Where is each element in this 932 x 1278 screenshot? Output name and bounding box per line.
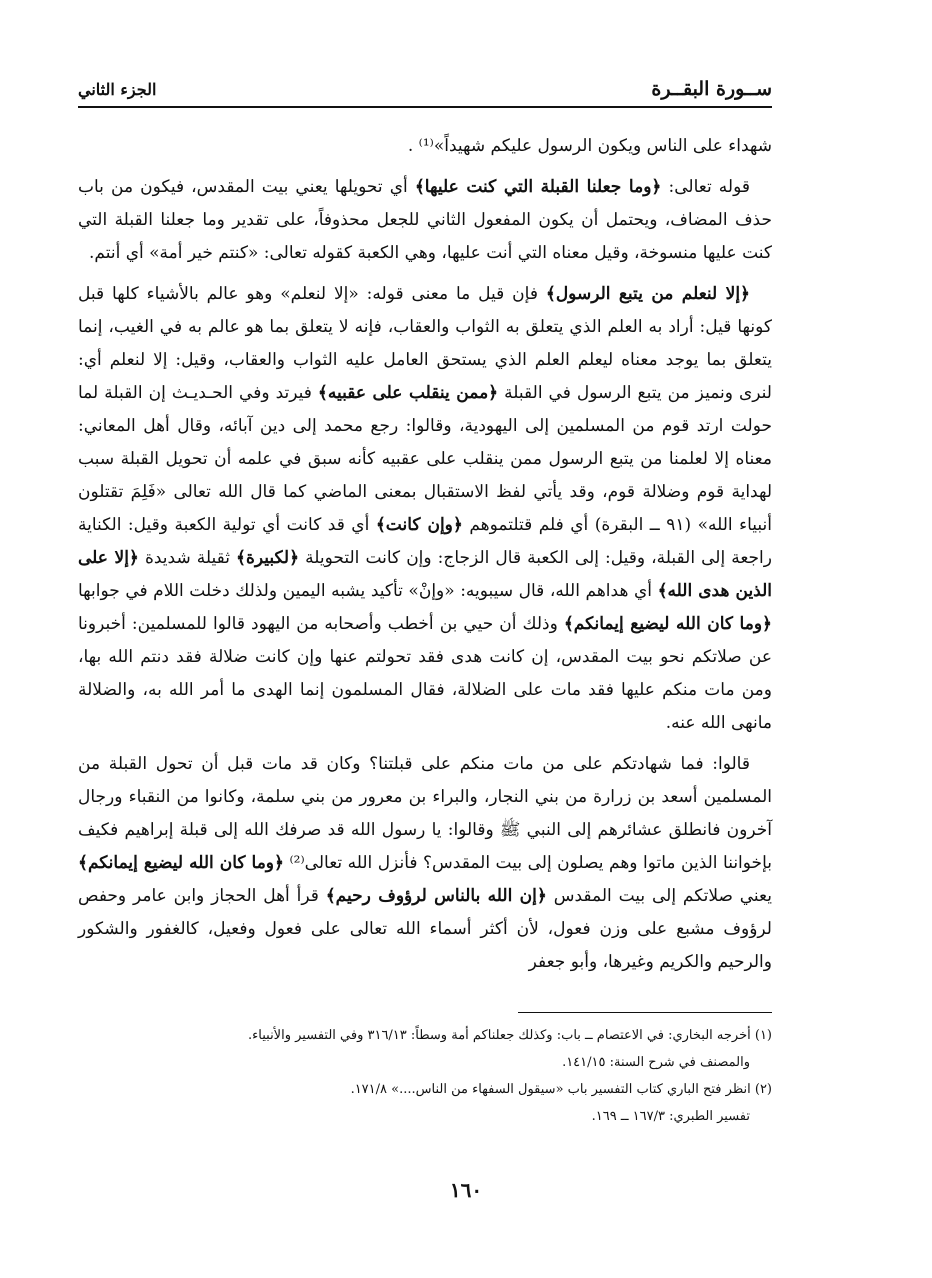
- quran-verse: ﴿لكبيرة﴾: [236, 548, 300, 568]
- page-number: ١٦٠: [449, 1178, 483, 1202]
- quran-verse: ﴿وإن كانت﴾: [375, 515, 463, 535]
- footnotes: [78, 1022, 772, 1130]
- text-segment: وذلك أن حيي بن أخطب وأصحابه من اليهود قالوا للمسلمين: أخبرونا عن صلاتكم نحو بيت المقدس، إن كانت هدى فقد تحولتم عنها وإن كانت ضلالة فقد دنتم الله بها، ومن مات منكم عليها فقد مات على الضلالة، فقال المسلمون إنما الهدى ما أمر الله به، والضلالة مانهى الله عنه.: [78, 614, 772, 733]
- footnote-divider: [518, 1012, 772, 1013]
- running-header: [78, 70, 772, 108]
- text-segment: ثقيلة شديدة: [138, 548, 237, 568]
- quran-verse: ﴿وما كان الله ليضيع إيمانكم﴾: [563, 614, 772, 634]
- text-segment: أي تحويلها يعني بيت المقدس، فيكون من باب حذف المضاف، ويحتمل أن يكون المفعول الثاني للجعل محذوفاً، على تقدير وما جعلنا القبلة التي كنت عليها منسوخة، وقيل معناه التي أنت عليها، وهي الكعبة كقوله تعالى: «كنتم خير أمة» أي أنتم.: [78, 177, 772, 263]
- paragraph-1: [78, 171, 772, 270]
- text-segment: قالوا: فما شهادتكم على من مات منكم على قبلتنا؟ وكان قد مات قبل أن تحول القبلة من المسلمين أسعد بن زرارة من بني النجار، والبراء بن معرور من بني سلمة، وكانوا من النقباء ورجال آخرون فانطلق عشائرهم إلى النبي ﷺ وقالوا: يا رسول الله قد صرفك الله إلى قبلة إبراهيم فكيف بإخواننا الذين ماتوا وهم يصلون إلى بيت المقدس؟ فأنزل الله تعالى⁽²⁾: [78, 754, 772, 873]
- paragraph-3: [78, 748, 772, 979]
- main-text: [78, 130, 772, 987]
- text-segment: فيرتد وفي الحـديـث إن القبلة لما حولت ارتد قوم من المسلمين إلى اليهودية، وقالوا: رجع محمد إلى دين آبائه، وقال أهل المعاني: معناه إلا لعلمنا من يتبع الرسول ممن ينقلب على عقبيه كأنه سبق في علمه أن تحويل القبلة سبب لهداية قوم وضلالة قوم، وقد يأتي لفظ الاستقبال بمعنى الماضي كما قال الله تعالى «فَلِمَ تقتلون أنبياء الله» (٩١ ــ البقرة) أي فلم قتلتموهم: [78, 383, 773, 535]
- paragraph-2: [78, 278, 772, 740]
- text-segment: قرأ أهل الحجاز وابن عامر وحفص لرؤوف مشبع على وزن فعول، لأن أكثر أسماء الله تعالى على فعول وفعيل، كالغفور والشكور والرحيم والكريم وغيرها، وأبو جعفر: [78, 886, 772, 972]
- quran-verse: ﴿إلا على الذين هدى الله﴾: [78, 548, 773, 601]
- text-segment: فإن قيل ما معنى قوله: «إلا لنعلم» وهو عالم بالأشياء كلها قبل كونها قيل: أراد به العلم الذي يتعلق به الثواب والعقاب، فإنه لا يتعلق بما هو عالم به في الغيب، إنما يتعلق بما يوجد معناه ليعلم العلم الذي يستحق العامل عليه الثواب والعقاب، وقيل: إلا لنعلم أي: لنرى ونميز من يتبع الرسول في القبلة: [78, 284, 772, 403]
- paragraph-0: [78, 130, 772, 163]
- text-segment: أي قد كانت أي تولية الكعبة وقيل: الكناية راجعة إلى القبلة، وقيل: إلى الكعبة قال الزجاج: وإن كانت التحويلة: [78, 515, 772, 568]
- quran-verse: ﴿إن الله بالناس لرؤوف رحيم﴾: [325, 886, 547, 906]
- footnote-2: [78, 1076, 772, 1130]
- footnote-continuation: والمصنف في شرح السنة: ١٤١/١٥.: [562, 1055, 750, 1070]
- text-segment: شهداء على الناس ويكون الرسول عليكم شهيداً»⁽¹⁾ .: [407, 136, 772, 156]
- footnote-line: (١) أخرجه البخاري: في الاعتصام ــ باب: وكذلك جعلناكم أمة وسطاً: ٣١٦/١٣ وفي التفسير والأنبياء.: [248, 1028, 772, 1043]
- text-segment: يعني صلاتكم إلى بيت المقدس: [546, 886, 772, 906]
- quran-verse: ﴿وما جعلنا القبلة التي كنت عليها﴾: [414, 177, 662, 197]
- surah-title: ســورة البقــرة: [651, 78, 772, 100]
- text-segment: أي هداهم الله، قال سيبويه: «وإنْ» تأكيد يشبه اليمين ولذلك دخلت اللام في جوابها: [78, 581, 658, 601]
- footnote-continuation: تفسير الطبري: ١٦٧/٣ ــ ١٦٩.: [591, 1109, 750, 1124]
- part-title: الجزء الثاني: [78, 80, 157, 99]
- text-segment: قوله تعالى:: [661, 177, 750, 197]
- footnote-line: (٢) انظر فتح الباري كتاب التفسير باب «سيقول السفهاء من الناس....» ١٧١/٨.: [350, 1082, 772, 1097]
- quran-verse: ﴿ممن ينقلب على عقبيه﴾: [317, 383, 499, 403]
- footnote-1: [78, 1022, 772, 1076]
- quran-verse: ﴿إلا لنعلم من يتبع الرسول﴾: [545, 284, 751, 304]
- quran-verse: ﴿وما كان الله ليضيع إيمانكم﴾: [78, 853, 284, 873]
